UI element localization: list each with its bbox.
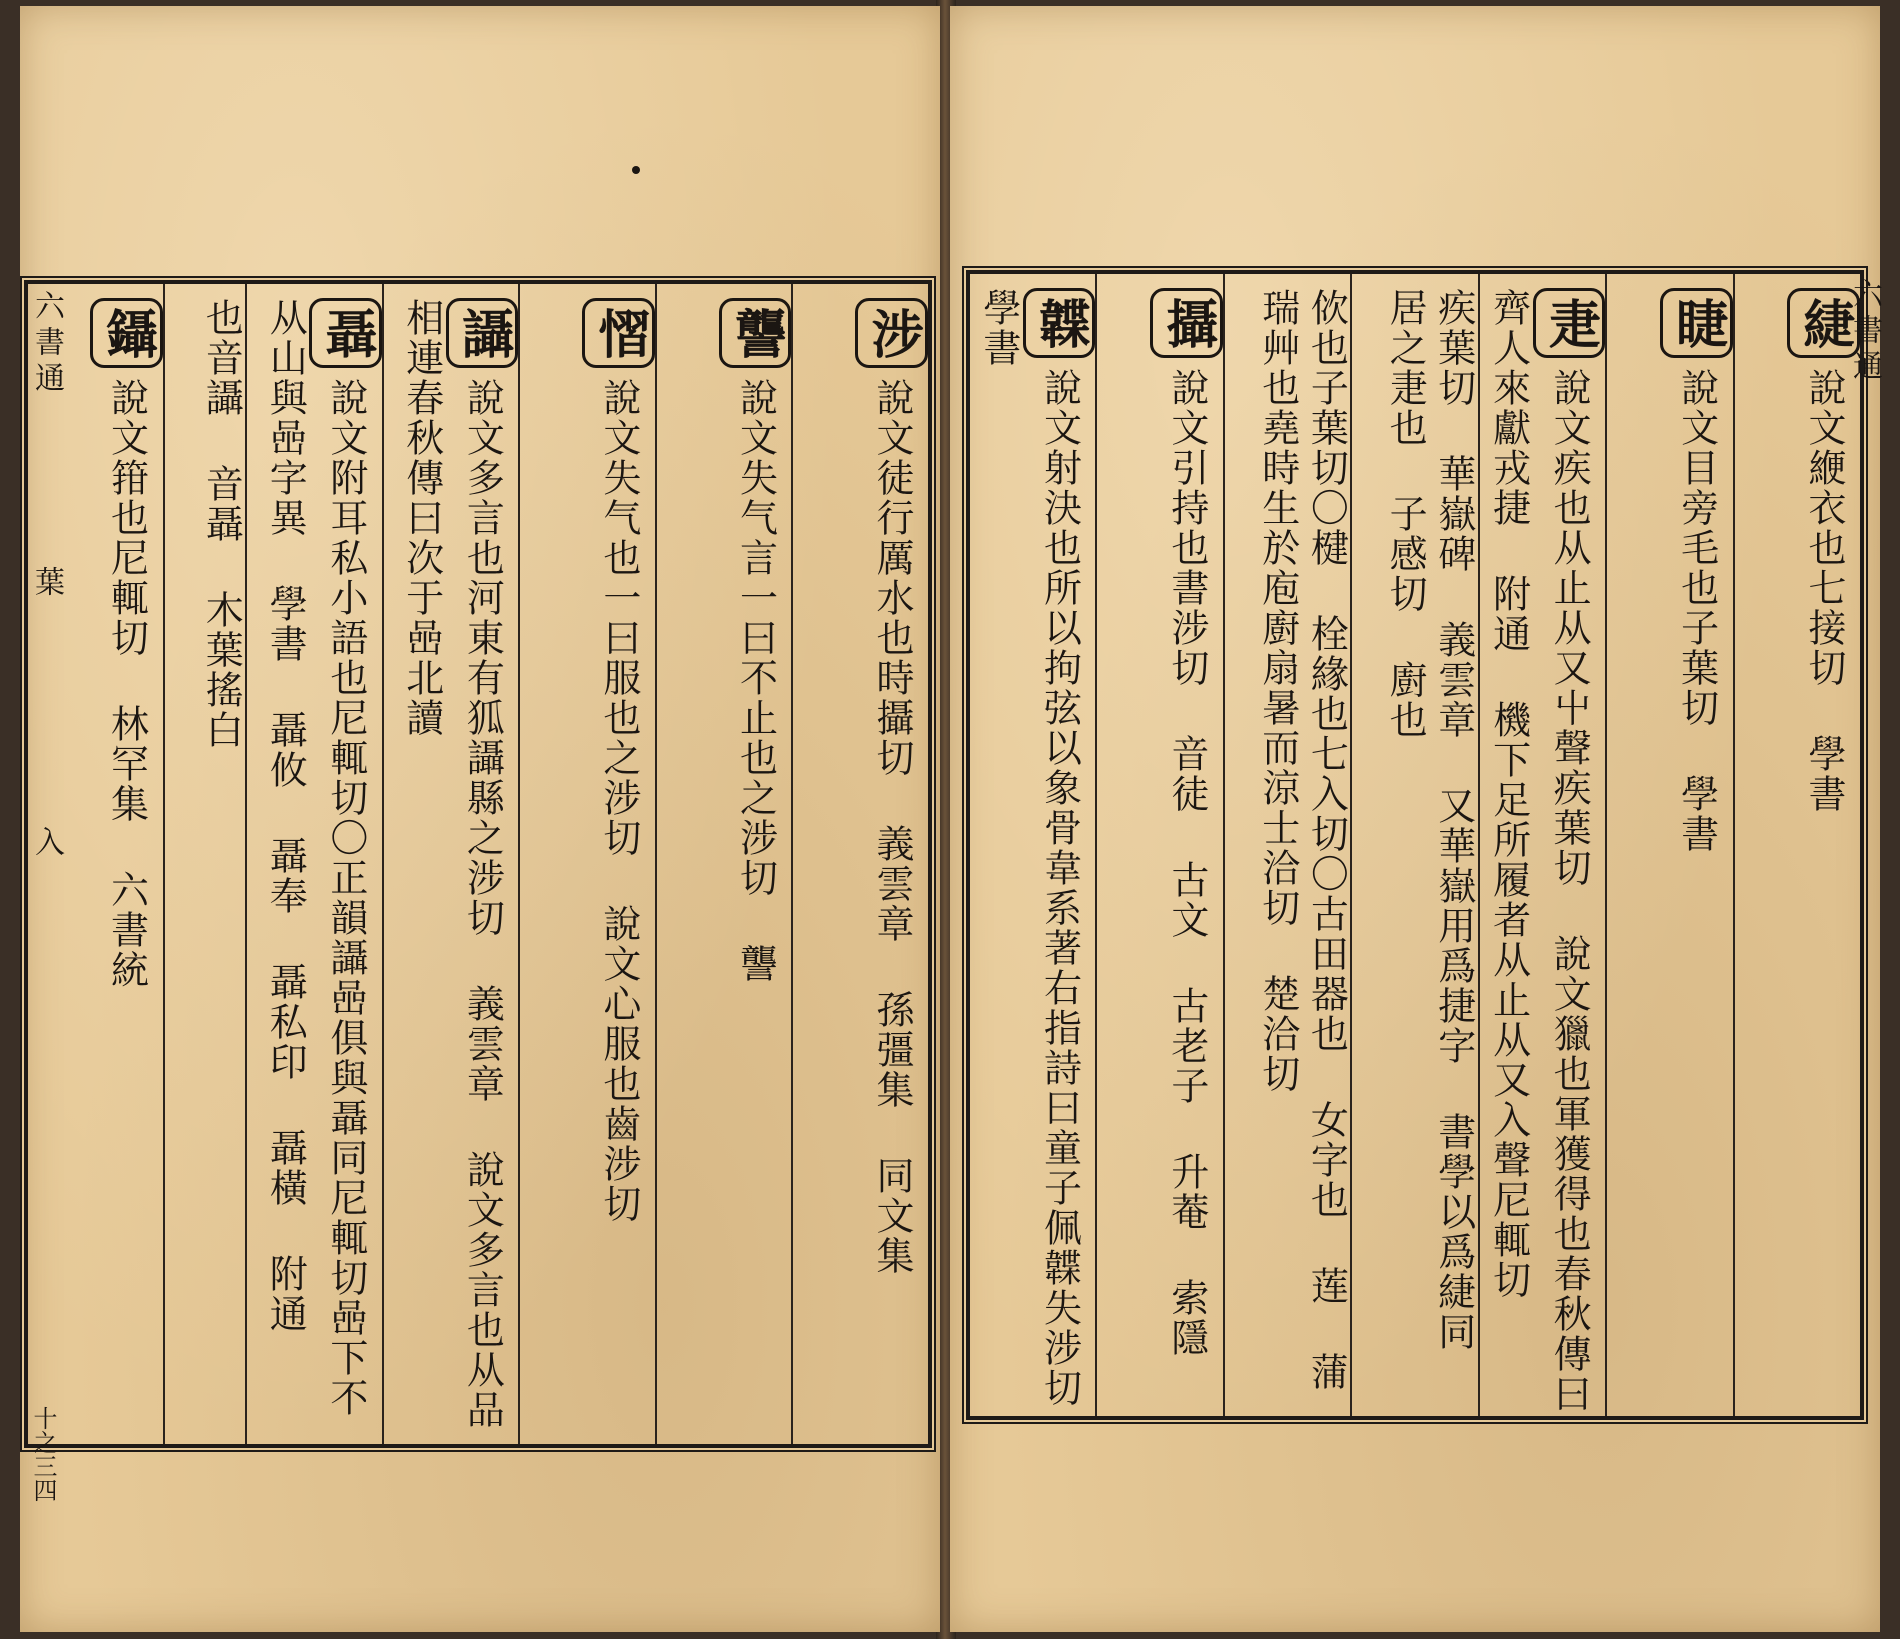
entry-heading: 攝	[1150, 288, 1223, 358]
entry-column	[1223, 274, 1350, 1416]
entry-text: 疾葉切 華嶽碑 義雲章 又華嶽用爲捷字 書學以爲緁同 居之疌也 子感切 廚也	[1383, 288, 1476, 1352]
entry-text: 說文緶衣也七接切 學書	[1802, 368, 1846, 814]
entry-text: 說文附耳私小語也尼輒切〇正韻讘喦俱與聶同尼輒切喦下不从山與喦字異 學書 聶攸 聶奉 聶私印 聶橫 附通	[263, 298, 368, 1418]
folio-number: 十之三四	[29, 1406, 57, 1502]
entry-column	[1478, 274, 1605, 1416]
edge-title: 六書通	[1847, 278, 1882, 386]
entry-column	[28, 284, 163, 1444]
entry-heading: 慴	[582, 298, 655, 368]
entry-column	[163, 284, 246, 1444]
entry-column	[382, 284, 519, 1444]
entry-text: 佽也子葉切〇楗 栓緣也七入切〇古田器也 女字也 莲 蒲瑞艸也堯時生於庖廚扇暑而涼士洽切 楚洽切	[1255, 288, 1349, 1392]
entry-column	[1095, 274, 1222, 1416]
right-page	[950, 6, 1880, 1632]
entry-column	[245, 284, 382, 1444]
entry-heading: 涉	[855, 298, 928, 368]
entry-heading: 讋	[719, 298, 792, 368]
edge-title: 六書通	[29, 290, 64, 398]
left-page-frame	[24, 280, 932, 1448]
entry-text: 說文多言也河東有狐讘縣之涉切 義雲章 說文多言也从品相連春秋傳曰次于喦北讀	[399, 298, 505, 1430]
entry-heading: 韘	[1023, 288, 1096, 358]
right-page-frame	[966, 270, 1864, 1420]
entry-heading: 疌	[1533, 288, 1606, 358]
entry-text: 說文箝也尼輒切 林罕集 六書統	[104, 378, 149, 990]
entry-column	[518, 284, 655, 1444]
entry-column	[1733, 274, 1860, 1416]
entry-heading: 睫	[1660, 288, 1733, 358]
entry-heading: 讘	[446, 298, 519, 368]
entry-heading: 聶	[309, 298, 382, 368]
entry-column	[1605, 274, 1732, 1416]
entry-column	[655, 284, 792, 1444]
entry-text: 說文射決也所以拘弦以象骨韋系著右指詩曰童子佩韘失涉切 學書	[976, 288, 1082, 1408]
entry-column	[1350, 274, 1477, 1416]
ink-spot	[632, 166, 640, 174]
right-column-group	[970, 274, 1860, 1416]
entry-text: 說文疾也从止从又屮聲疾葉切 說文獵也軍獲得也春秋傳曰齊人來獻戎捷 附通 機下足所履者从止从又入聲尼輒切	[1486, 288, 1592, 1414]
entry-column	[970, 274, 1095, 1416]
left-column-group	[28, 284, 928, 1444]
entry-text: 說文失气言一曰不止也之涉切 讋	[733, 378, 778, 984]
entry-text: 說文目旁毛也子葉切 學書	[1674, 368, 1719, 854]
tone-label: 入	[29, 826, 64, 862]
left-page	[20, 6, 940, 1632]
entry-text: 說文失气也一曰服也之涉切 說文心服也齒涉切	[596, 378, 641, 1224]
entry-text: 也音讘 音聶 木葉搖白	[199, 298, 244, 750]
entry-heading: 緁	[1787, 288, 1860, 358]
entry-column	[791, 284, 928, 1444]
rhyme-label: 葉	[29, 566, 64, 602]
entry-text: 說文徒行厲水也時攝切 義雲章 孫彊集 同文集	[870, 378, 914, 1276]
entry-heading: 鑷	[90, 298, 163, 368]
entry-text: 說文引持也書涉切 音徒 古文 古老子 升菴 索隱	[1164, 368, 1209, 1358]
